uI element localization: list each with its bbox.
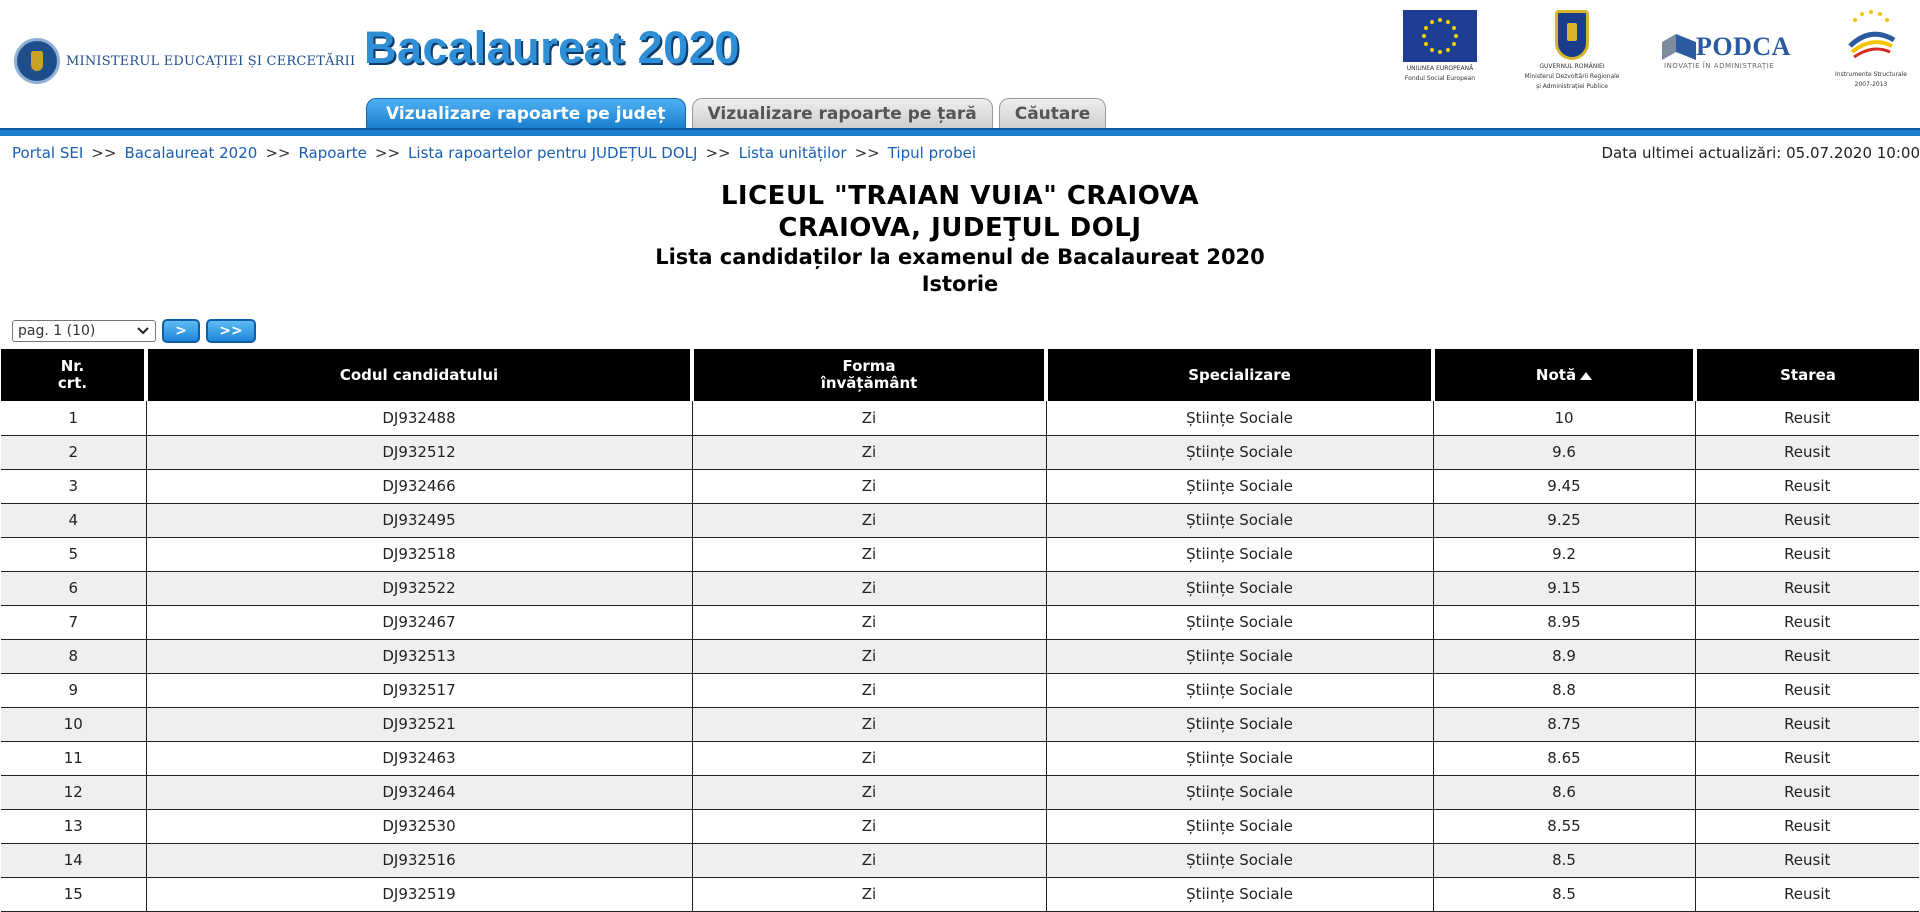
cell-nr: 9 (1, 673, 146, 707)
cell-status: Reusit (1695, 571, 1919, 605)
government-logo (1520, 6, 1624, 90)
gov-caption-3: și Administrației Publice (1536, 83, 1608, 90)
breadcrumb-exam-type[interactable]: Tipul probei (887, 144, 977, 162)
breadcrumb-units-list[interactable]: Lista unităților (738, 144, 847, 162)
cell-specialization: Științe Sociale (1046, 537, 1433, 571)
cell-candidate-code: DJ932517 (146, 673, 692, 707)
breadcrumb-separator: >> (705, 144, 731, 162)
cell-nr: 15 (1, 877, 146, 911)
cell-candidate-code: DJ932530 (146, 809, 692, 843)
cell-status: Reusit (1695, 435, 1919, 469)
cell-grade: 9.6 (1433, 435, 1695, 469)
cell-education-form: Zi (692, 639, 1046, 673)
list-title: Lista candidaților la examenul de Bacalaureat 2020 (655, 245, 1265, 269)
cell-grade: 9.2 (1433, 537, 1695, 571)
cell-specialization: Științe Sociale (1046, 877, 1433, 911)
column-header-nr-line1: Nr. (60, 357, 85, 375)
column-header-nr-line2: crt. (57, 374, 88, 392)
column-header-form[interactable] (692, 349, 1046, 401)
romanian-coat-of-arms-icon (14, 38, 60, 84)
column-header-grade[interactable] (1433, 349, 1695, 401)
school-name: LICEUL "TRAIAN VUIA" CRAIOVA (720, 181, 1200, 211)
is-caption-1: Instrumente Structurale (1835, 71, 1907, 78)
ministry-name: MINISTERUL EDUCAȚIEI ȘI CERCETĂRII (66, 53, 356, 69)
cell-specialization: Științe Sociale (1046, 775, 1433, 809)
cell-education-form: Zi (692, 775, 1046, 809)
cell-education-form: Zi (692, 503, 1046, 537)
cell-nr: 14 (1, 843, 146, 877)
cell-candidate-code: DJ932519 (146, 877, 692, 911)
eu-caption-2: Fondul Social European (1404, 75, 1476, 82)
table-row (1, 571, 1919, 605)
column-header-specialization[interactable]: Specializare (1046, 349, 1433, 401)
eu-flag-icon (1403, 10, 1477, 62)
column-header-grade-label: Notă (1535, 365, 1577, 384)
cell-nr: 12 (1, 775, 146, 809)
cell-nr: 6 (1, 571, 146, 605)
cell-status: Reusit (1695, 809, 1919, 843)
tab-search[interactable]: Căutare (999, 98, 1107, 128)
cell-grade: 8.6 (1433, 775, 1695, 809)
ministry-logo[interactable] (14, 38, 355, 84)
cell-education-form: Zi (692, 877, 1046, 911)
structural-instruments-logo (1826, 6, 1916, 88)
cell-candidate-code: DJ932522 (146, 571, 692, 605)
cell-candidate-code: DJ932521 (146, 707, 692, 741)
table-row (1, 537, 1919, 571)
cell-specialization: Științe Sociale (1046, 707, 1433, 741)
cell-grade: 8.5 (1433, 877, 1695, 911)
gov-caption-2: Ministerul Dezvoltării Regionale (1524, 73, 1620, 80)
podca-logo-icon (1662, 34, 1696, 60)
cell-education-form: Zi (692, 741, 1046, 775)
cell-status: Reusit (1695, 877, 1919, 911)
cell-education-form: Zi (692, 571, 1046, 605)
cell-status: Reusit (1695, 605, 1919, 639)
cell-nr: 4 (1, 503, 146, 537)
structural-instruments-star-icon (1842, 6, 1900, 64)
cell-nr: 7 (1, 605, 146, 639)
table-row (1, 843, 1919, 877)
cell-specialization: Științe Sociale (1046, 469, 1433, 503)
cell-education-form: Zi (692, 843, 1046, 877)
cell-grade: 8.5 (1433, 843, 1695, 877)
cell-nr: 3 (1, 469, 146, 503)
table-row (1, 741, 1919, 775)
tab-bar-divider (0, 128, 1920, 136)
report-headings (0, 180, 1920, 297)
is-caption-2: 2007-2013 (1854, 81, 1888, 88)
breadcrumb-rapoarte[interactable]: Rapoarte (298, 144, 367, 162)
breadcrumb-bacalaureat[interactable]: Bacalaureat 2020 (124, 144, 258, 162)
table-row (1, 503, 1919, 537)
cell-candidate-code: DJ932463 (146, 741, 692, 775)
cell-status: Reusit (1695, 537, 1919, 571)
cell-candidate-code: DJ932512 (146, 435, 692, 469)
gov-caption-1: GUVERNUL ROMÂNIEI (1539, 63, 1605, 70)
cell-nr: 1 (1, 401, 146, 435)
cell-grade: 8.65 (1433, 741, 1695, 775)
page-select-value: pag. 1 (10) (18, 323, 96, 339)
cell-status: Reusit (1695, 401, 1919, 435)
cell-specialization: Științe Sociale (1046, 673, 1433, 707)
cell-specialization: Științe Sociale (1046, 741, 1433, 775)
breadcrumb-separator: >> (374, 144, 401, 162)
tab-county-reports[interactable]: Vizualizare rapoarte pe județ (366, 98, 686, 128)
podca-logo (1660, 30, 1792, 72)
last-update-text: Data ultimei actualizări: 05.07.2020 10:00 (1601, 144, 1920, 162)
eu-logo (1402, 6, 1478, 82)
cell-education-form: Zi (692, 673, 1046, 707)
cell-nr: 8 (1, 639, 146, 673)
cell-specialization: Științe Sociale (1046, 639, 1433, 673)
cell-candidate-code: DJ932488 (146, 401, 692, 435)
school-location: CRAIOVA, JUDEŢUL DOLJ (778, 213, 1142, 243)
cell-nr: 11 (1, 741, 146, 775)
cell-specialization: Științe Sociale (1046, 571, 1433, 605)
cell-specialization: Științe Sociale (1046, 843, 1433, 877)
column-header-form-line1: Forma (842, 357, 896, 375)
breadcrumb-separator: >> (854, 144, 880, 162)
table-row (1, 877, 1919, 911)
cell-grade: 8.8 (1433, 673, 1695, 707)
cell-grade: 8.95 (1433, 605, 1695, 639)
table-row (1, 809, 1919, 843)
cell-grade: 8.55 (1433, 809, 1695, 843)
cell-status: Reusit (1695, 503, 1919, 537)
column-header-form-line2: învățământ (820, 374, 918, 392)
table-row (1, 605, 1919, 639)
cell-specialization: Științe Sociale (1046, 809, 1433, 843)
government-shield-icon (1555, 10, 1589, 60)
cell-specialization: Științe Sociale (1046, 605, 1433, 639)
cell-status: Reusit (1695, 469, 1919, 503)
table-row (1, 401, 1919, 435)
table-row (1, 639, 1919, 673)
cell-specialization: Științe Sociale (1046, 435, 1433, 469)
cell-grade: 10 (1433, 401, 1695, 435)
cell-candidate-code: DJ932466 (146, 469, 692, 503)
column-header-code[interactable]: Codul candidatului (146, 349, 692, 401)
cell-education-form: Zi (692, 469, 1046, 503)
breadcrumb-separator: >> (91, 144, 117, 162)
cell-education-form: Zi (692, 809, 1046, 843)
cell-nr: 10 (1, 707, 146, 741)
table-row (1, 775, 1919, 809)
breadcrumb-portal-sei[interactable]: Portal SEI (12, 144, 84, 162)
cell-grade: 8.9 (1433, 639, 1695, 673)
pagination (12, 319, 256, 343)
cell-status: Reusit (1695, 775, 1919, 809)
table-row (1, 435, 1919, 469)
cell-grade: 8.75 (1433, 707, 1695, 741)
cell-nr: 5 (1, 537, 146, 571)
subject-name: Istorie (921, 272, 999, 296)
cell-education-form: Zi (692, 605, 1046, 639)
candidates-table (1, 349, 1919, 912)
cell-status: Reusit (1695, 673, 1919, 707)
next-page-button[interactable]: > (162, 319, 200, 343)
cell-education-form: Zi (692, 707, 1046, 741)
site-title: Bacalaureat 2020 (364, 22, 740, 73)
cell-status: Reusit (1695, 741, 1919, 775)
cell-candidate-code: DJ932518 (146, 537, 692, 571)
last-page-button[interactable]: >> (206, 319, 256, 343)
eu-caption-1: UNIUNEA EUROPEANĂ (1406, 65, 1474, 72)
cell-candidate-code: DJ932513 (146, 639, 692, 673)
table-row (1, 469, 1919, 503)
cell-education-form: Zi (692, 537, 1046, 571)
cell-grade: 9.25 (1433, 503, 1695, 537)
report-tabs (366, 98, 1112, 128)
cell-grade: 9.15 (1433, 571, 1695, 605)
breadcrumb-county-reports[interactable]: Lista rapoartelor pentru JUDEȚUL DOLJ (408, 144, 698, 162)
table-row (1, 673, 1919, 707)
cell-status: Reusit (1695, 639, 1919, 673)
cell-nr: 2 (1, 435, 146, 469)
tab-country-reports[interactable]: Vizualizare rapoarte pe țară (692, 98, 993, 128)
cell-education-form: Zi (692, 435, 1046, 469)
podca-tagline: INOVAȚIE ÎN ADMINISTRAȚIE (1664, 62, 1775, 70)
cell-candidate-code: DJ932467 (146, 605, 692, 639)
cell-candidate-code: DJ932464 (146, 775, 692, 809)
sort-up-arrow-icon (1580, 372, 1592, 380)
breadcrumb (12, 144, 976, 162)
column-header-status[interactable]: Starea (1695, 349, 1919, 401)
cell-nr: 13 (1, 809, 146, 843)
cell-education-form: Zi (692, 401, 1046, 435)
column-header-nr[interactable] (1, 349, 146, 401)
cell-specialization: Științe Sociale (1046, 401, 1433, 435)
table-body (1, 401, 1919, 911)
page-select[interactable] (12, 320, 156, 342)
table-row (1, 707, 1919, 741)
podca-wordmark: PODCA (1696, 32, 1791, 61)
table-header-row (1, 349, 1919, 401)
breadcrumb-separator: >> (265, 144, 291, 162)
cell-status: Reusit (1695, 843, 1919, 877)
chevron-down-icon (137, 327, 149, 335)
cell-candidate-code: DJ932495 (146, 503, 692, 537)
cell-specialization: Științe Sociale (1046, 503, 1433, 537)
cell-grade: 9.45 (1433, 469, 1695, 503)
cell-candidate-code: DJ932516 (146, 843, 692, 877)
cell-status: Reusit (1695, 707, 1919, 741)
